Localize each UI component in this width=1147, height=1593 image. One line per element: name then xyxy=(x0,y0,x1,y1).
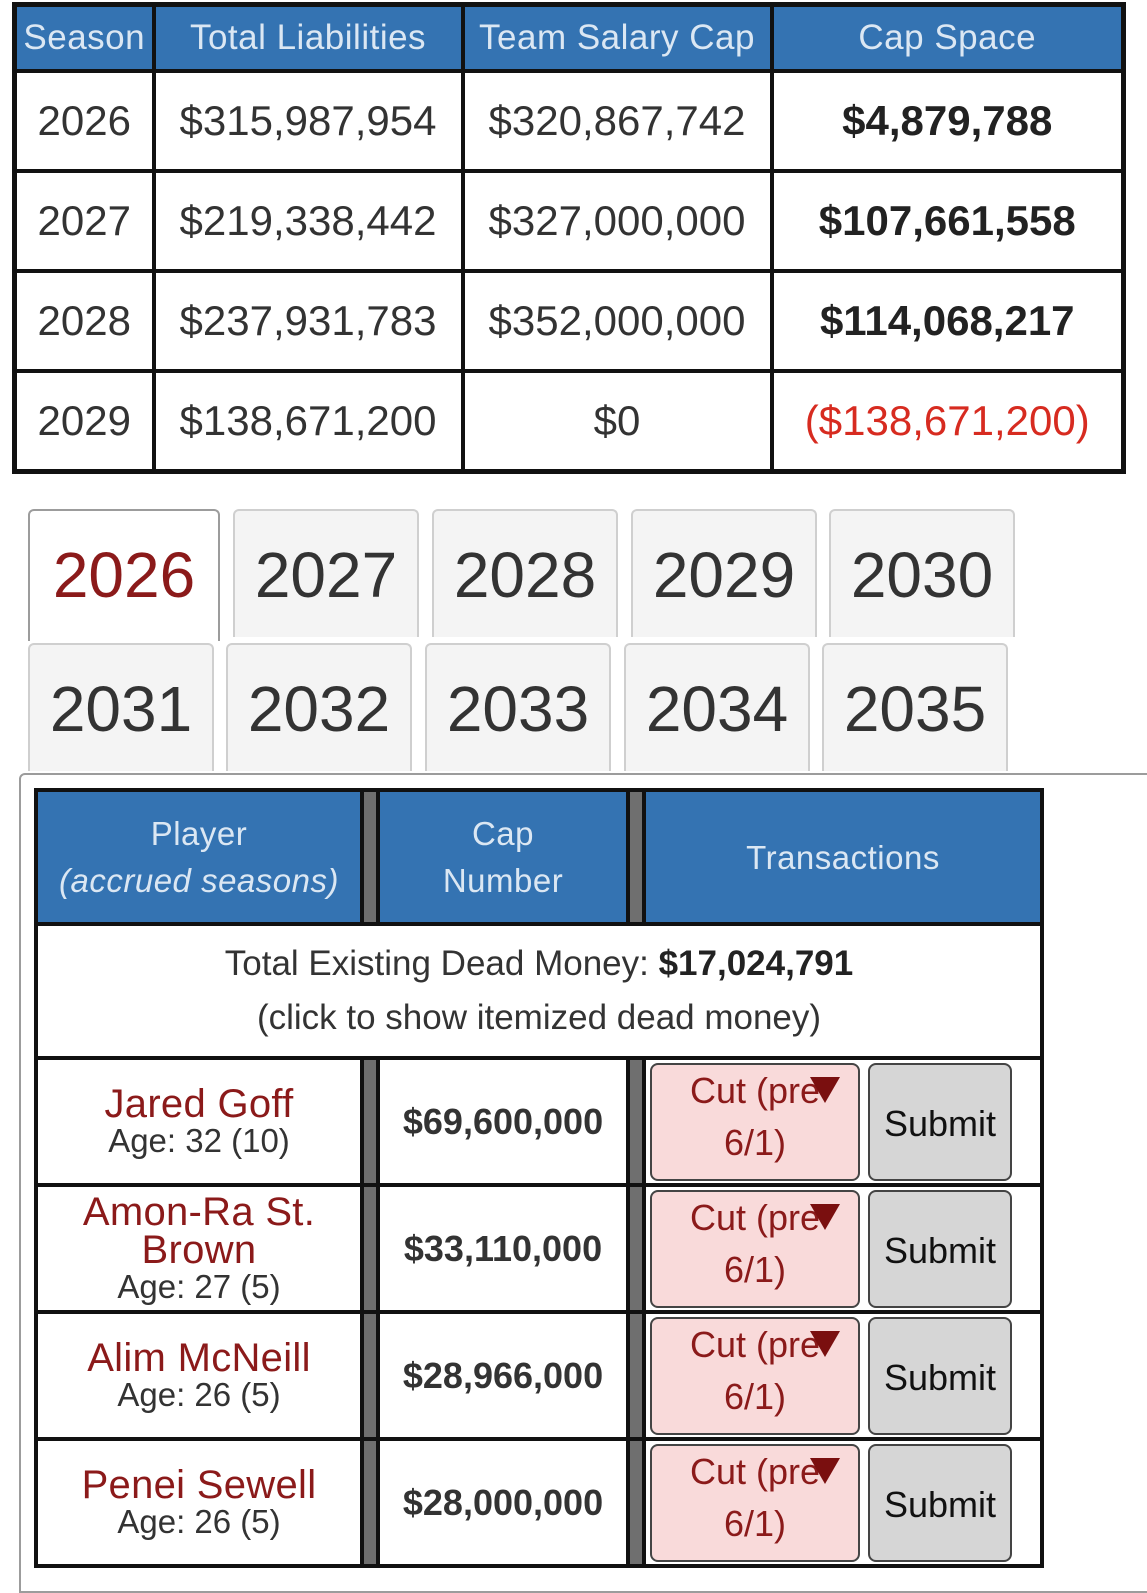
liabilities-cell: $237,931,783 xyxy=(154,271,463,371)
transaction-select-line2: 6/1) xyxy=(723,1375,787,1417)
header-cap-label: Cap xyxy=(471,815,535,852)
tab-2031[interactable]: 2031 xyxy=(28,643,214,771)
column-separator xyxy=(362,1058,378,1185)
column-separator xyxy=(628,1439,644,1566)
liabilities-cell: $315,987,954 xyxy=(154,71,463,171)
player-age: Age: 32 (10) xyxy=(108,1121,290,1159)
player-name[interactable]: Jared Goff xyxy=(104,1081,294,1126)
tab-2029[interactable]: 2029 xyxy=(631,509,817,637)
dead-money-value: $17,024,791 xyxy=(658,944,854,983)
tab-2030[interactable]: 2030 xyxy=(829,509,1015,637)
submit-button[interactable]: Submit xyxy=(868,1317,1012,1435)
transaction-select-line1: Cut (pre xyxy=(689,1069,821,1111)
cap-space-cell: $4,879,788 xyxy=(772,71,1124,171)
player-cell xyxy=(36,1312,362,1439)
chevron-down-icon xyxy=(810,1204,840,1230)
season-cell: 2026 xyxy=(15,71,154,171)
tab-2033[interactable]: 2033 xyxy=(425,643,611,771)
dead-money-row[interactable] xyxy=(36,924,1042,1058)
tab-2028[interactable]: 2028 xyxy=(432,509,618,637)
salary-cap-cell: $352,000,000 xyxy=(463,271,772,371)
cap-number-cell: $28,966,000 xyxy=(378,1312,628,1439)
transaction-select-line1: Cut (pre xyxy=(689,1323,821,1365)
chevron-down-icon xyxy=(810,1458,840,1484)
cap-space-cell: $114,068,217 xyxy=(772,271,1124,371)
summary-header-row xyxy=(15,5,1124,72)
table-row xyxy=(36,1185,1042,1312)
player-name[interactable]: Amon-Ra St. Brown xyxy=(82,1189,316,1272)
cap-space-cell-negative: ($138,671,200) xyxy=(772,371,1124,472)
table-row xyxy=(36,1312,1042,1439)
header-player-label: Player xyxy=(150,815,248,852)
transaction-select-line1: Cut (pre xyxy=(689,1450,821,1492)
player-cell xyxy=(36,1185,362,1312)
header-cap-number xyxy=(378,790,628,924)
dead-money-link[interactable]: (click to show itemized dead money) xyxy=(256,998,822,1037)
transaction-select-line2: 6/1) xyxy=(723,1121,787,1163)
chevron-down-icon xyxy=(810,1331,840,1357)
season-cell: 2027 xyxy=(15,171,154,271)
header-transactions: Transactions xyxy=(644,790,1042,924)
chevron-down-icon xyxy=(810,1077,840,1103)
transactions-controls xyxy=(646,1190,1040,1308)
transactions-cell xyxy=(644,1058,1042,1185)
salary-cap-cell: $0 xyxy=(463,371,772,472)
liabilities-cell: $219,338,442 xyxy=(154,171,463,271)
submit-button[interactable]: Submit xyxy=(868,1444,1012,1562)
dead-money-total xyxy=(39,937,1039,991)
tab-2032[interactable]: 2032 xyxy=(226,643,412,771)
player-age: Age: 27 (5) xyxy=(117,1267,281,1305)
transaction-select[interactable] xyxy=(650,1444,860,1562)
player-name[interactable]: Penei Sewell xyxy=(81,1462,317,1507)
transaction-select-line1: Cut (pre xyxy=(689,1196,821,1238)
column-separator xyxy=(362,1439,378,1566)
player-cell xyxy=(36,1439,362,1566)
table-row xyxy=(36,1058,1042,1185)
transactions-cell xyxy=(644,1185,1042,1312)
player-age: Age: 26 (5) xyxy=(117,1375,281,1413)
cap-number-cell: $28,000,000 xyxy=(378,1439,628,1566)
column-separator xyxy=(628,1185,644,1312)
table-row xyxy=(36,1439,1042,1566)
tab-2027[interactable]: 2027 xyxy=(233,509,419,637)
header-number-label: Number xyxy=(442,862,564,899)
transactions-cell xyxy=(644,1439,1042,1566)
salary-cap-cell: $327,000,000 xyxy=(463,171,772,271)
tab-2035[interactable]: 2035 xyxy=(822,643,1008,771)
tab-2026[interactable]: 2026 xyxy=(28,509,220,641)
column-separator xyxy=(362,790,378,924)
header-season: Season xyxy=(15,5,154,72)
summary-row xyxy=(15,171,1124,271)
header-player-sub: (accrued seasons) xyxy=(59,862,339,899)
roster-table xyxy=(34,788,1044,1568)
header-player xyxy=(36,790,362,924)
summary-row xyxy=(15,71,1124,171)
cap-number-cell: $33,110,000 xyxy=(378,1185,628,1312)
transaction-select[interactable] xyxy=(650,1063,860,1181)
transactions-controls xyxy=(646,1063,1040,1181)
summary-row xyxy=(15,271,1124,371)
transaction-select-line2: 6/1) xyxy=(723,1502,787,1544)
dead-money-cell[interactable] xyxy=(36,924,1042,1058)
season-cell: 2028 xyxy=(15,271,154,371)
cap-number-cell: $69,600,000 xyxy=(378,1058,628,1185)
liabilities-cell: $138,671,200 xyxy=(154,371,463,472)
column-separator xyxy=(628,1058,644,1185)
cap-space-cell: $107,661,558 xyxy=(772,171,1124,271)
column-separator xyxy=(628,1312,644,1439)
header-total-liabilities: Total Liabilities xyxy=(154,5,463,72)
player-age: Age: 26 (5) xyxy=(117,1502,281,1540)
player-name[interactable]: Alim McNeill xyxy=(87,1335,311,1380)
summary-row xyxy=(15,371,1124,472)
salary-cap-cell: $320,867,742 xyxy=(463,71,772,171)
submit-button[interactable]: Submit xyxy=(868,1063,1012,1181)
dead-money-label: Total Existing Dead Money: xyxy=(224,944,649,983)
transaction-select-line2: 6/1) xyxy=(723,1248,787,1290)
transaction-select[interactable] xyxy=(650,1190,860,1308)
header-cap-space: Cap Space xyxy=(772,5,1124,72)
submit-button[interactable]: Submit xyxy=(868,1190,1012,1308)
transactions-cell xyxy=(644,1312,1042,1439)
season-cell: 2029 xyxy=(15,371,154,472)
transactions-controls xyxy=(646,1317,1040,1435)
column-separator xyxy=(628,790,644,924)
transactions-controls xyxy=(646,1444,1040,1562)
column-separator xyxy=(362,1185,378,1312)
transaction-select[interactable] xyxy=(650,1317,860,1435)
cap-summary-table xyxy=(12,2,1126,474)
player-cell xyxy=(36,1058,362,1185)
column-separator xyxy=(362,1312,378,1439)
roster-header-row xyxy=(36,790,1042,924)
header-team-salary-cap: Team Salary Cap xyxy=(463,5,772,72)
tab-2034[interactable]: 2034 xyxy=(624,643,810,771)
